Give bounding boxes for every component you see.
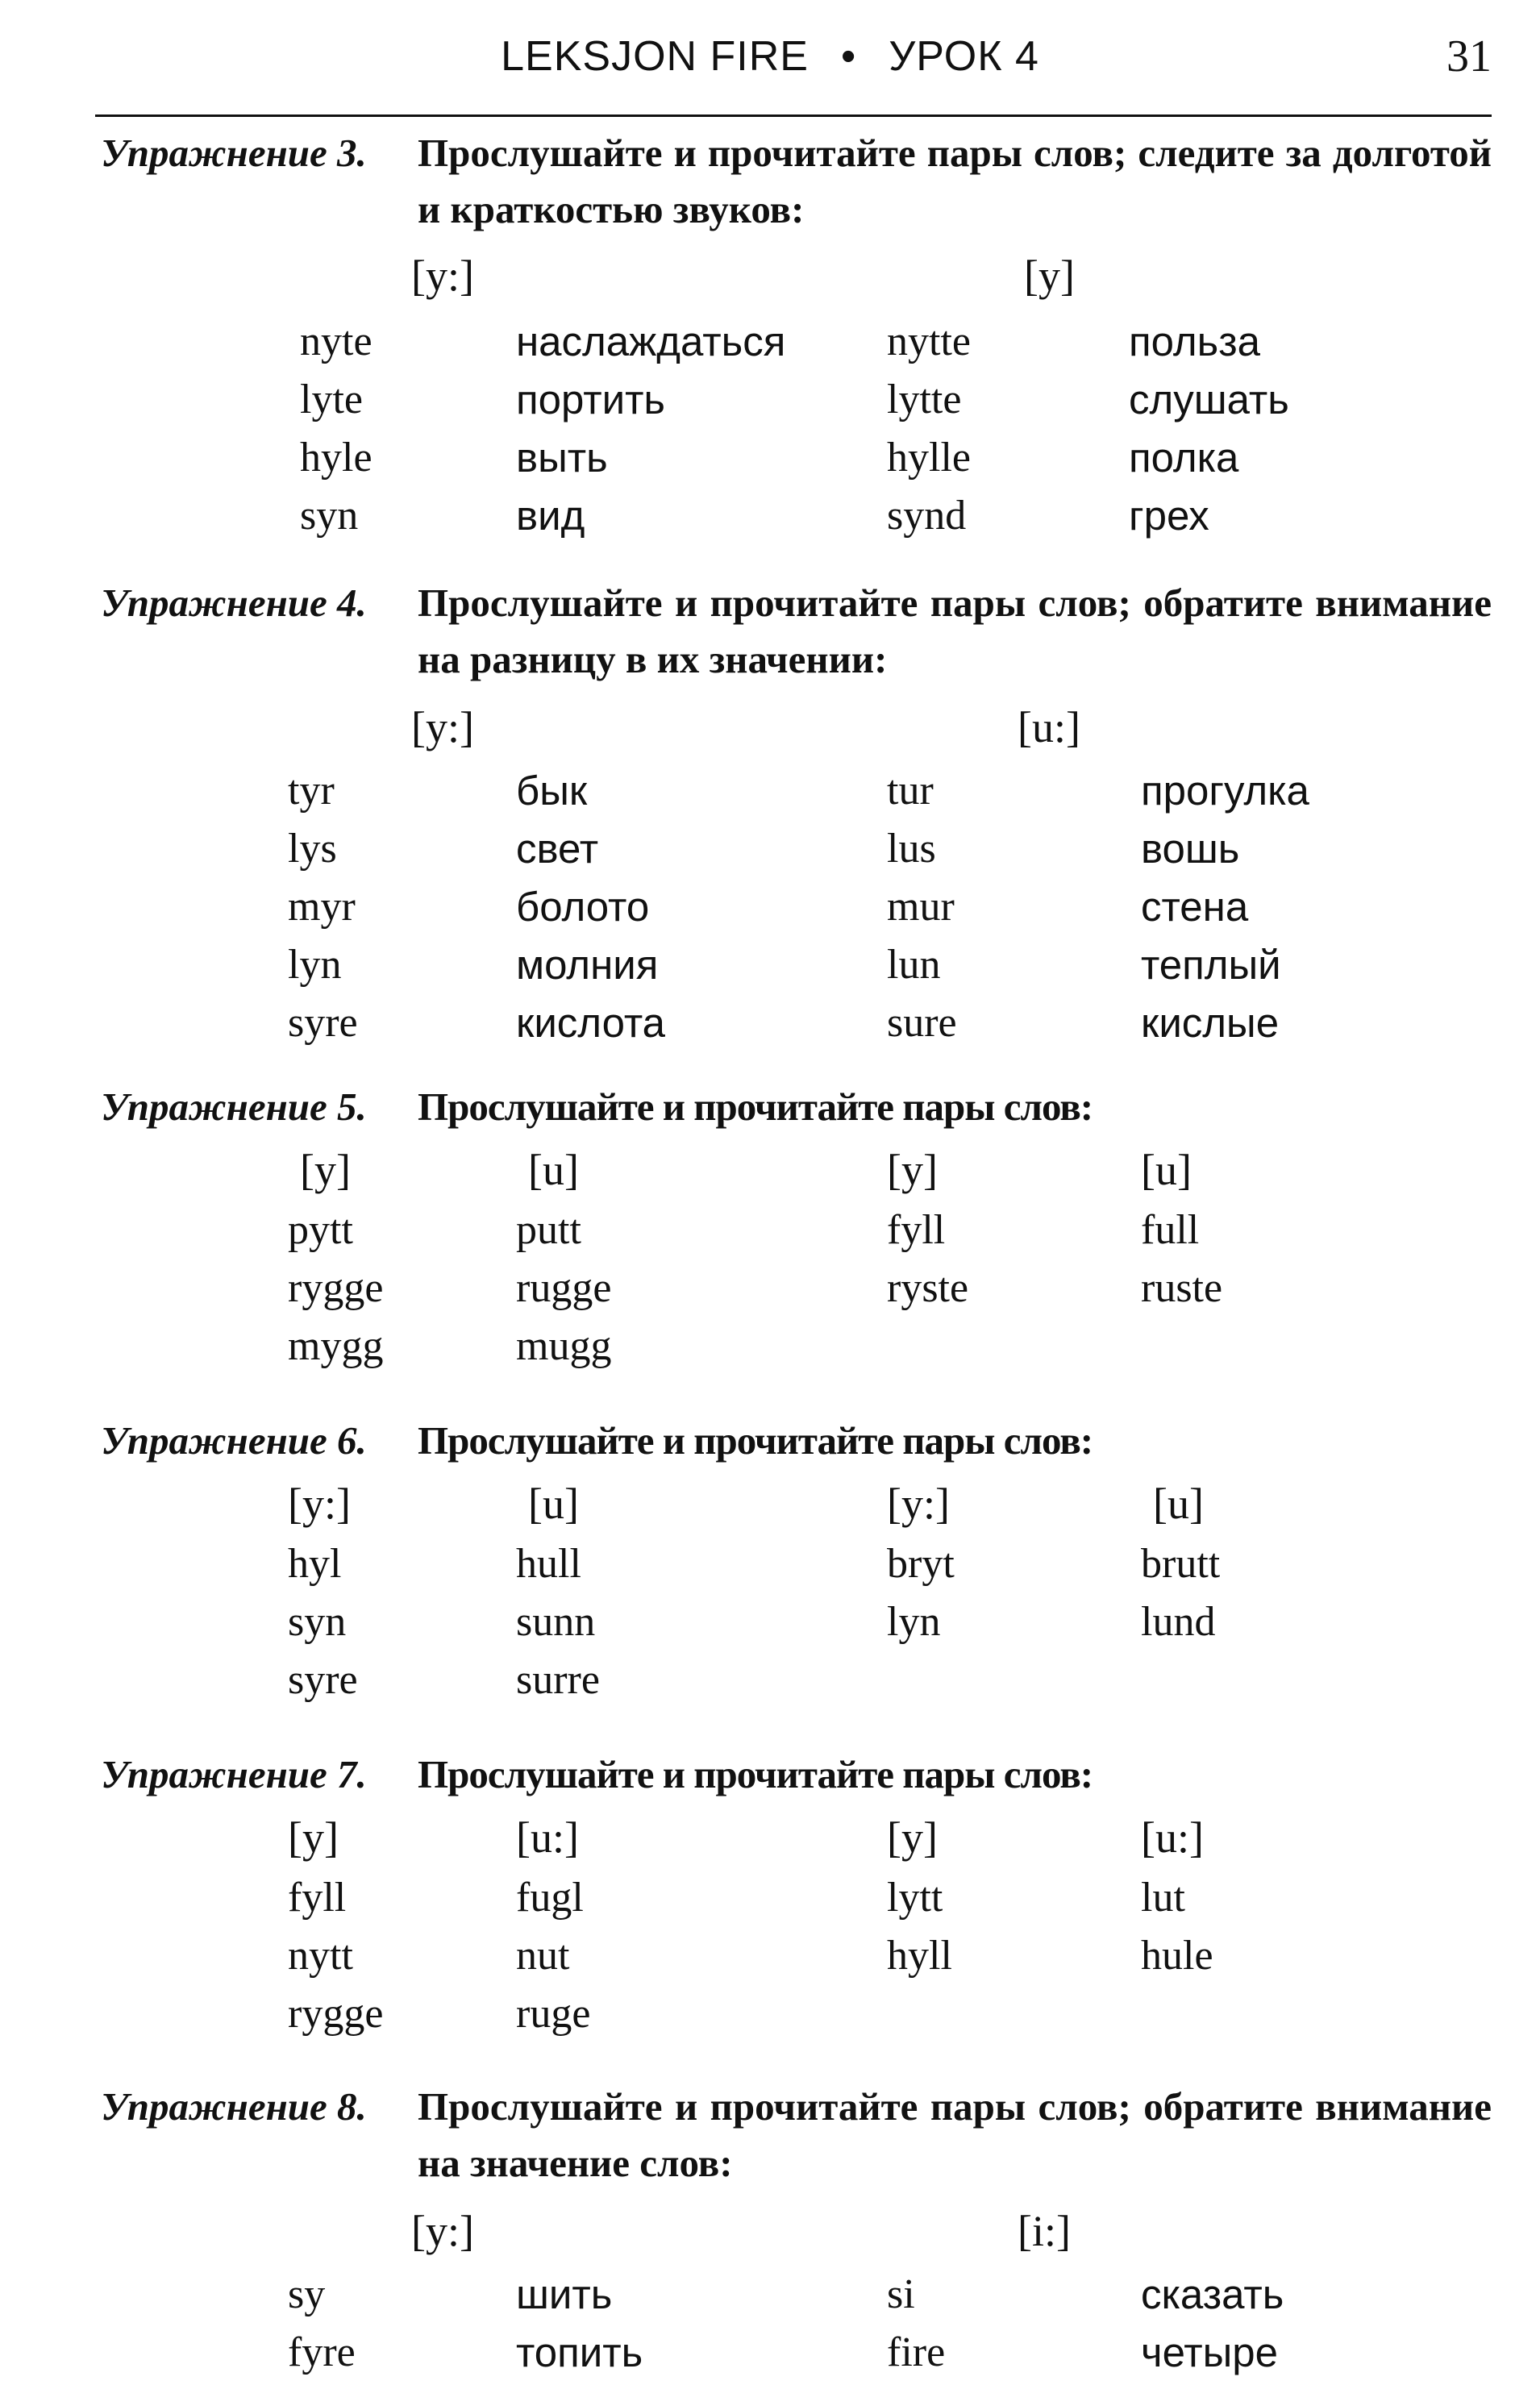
sound-header: [u:] [1018,703,1080,751]
norwegian-word: ruge [516,1991,591,2037]
exercise-instruction: Прослушайте и прочитайте пары слов; обратите внимание на разницу в их значении: [418,581,1492,681]
exercise-label: Упражнение 4. [101,581,367,625]
sound-header: [y] [887,1813,938,1862]
exercise-label: Упражнение 7. [101,1752,367,1796]
exercise-instruction: Прослушайте и прочитайте пары слов: [418,1084,1093,1129]
sound-header: [y:] [411,252,474,300]
norwegian-word: hull [516,1541,581,1587]
norwegian-word: ryste [887,1265,969,1311]
russian-translation: выть [516,435,608,481]
russian-translation: портить [516,377,665,423]
word-row [0,1984,1540,2044]
exercise-label: Упражнение 6. [101,1418,367,1463]
norwegian-word: si [887,2271,915,2317]
sound-header-row [0,697,1540,757]
norwegian-word: fyll [288,1875,347,1921]
norwegian-word: mur [887,884,955,930]
russian-translation: вошь [1141,826,1240,872]
sound-header: [y:] [411,703,474,751]
exercise-instruction: Прослушайте и прочитайте пары слов: [418,1418,1093,1463]
sound-header: [y:] [887,1480,950,1528]
russian-translation: кислота [516,1000,666,1046]
norwegian-word: hule [1141,1933,1213,1979]
norwegian-word: myr [288,884,356,930]
norwegian-word: lyte [300,377,363,423]
russian-translation: слушать [1129,377,1289,423]
russian-translation: болото [516,884,650,930]
norwegian-word: hylle [887,435,971,481]
sound-header-row [0,2201,1540,2261]
norwegian-word: lut [1141,1875,1185,1921]
exercise-label: Упражнение 3. [101,131,367,175]
page-number: 31 [1446,31,1492,81]
norwegian-word: putt [516,1207,581,1253]
sound-header: [i:] [1018,2207,1071,2255]
norwegian-word: rygge [288,1265,384,1311]
word-row [0,935,1540,995]
russian-translation: теплый [1141,942,1281,988]
norwegian-word: sy [288,2271,326,2317]
word-row [0,877,1540,937]
norwegian-word: surre [516,1657,600,1703]
norwegian-word: hyl [288,1541,342,1587]
norwegian-word: syn [300,493,359,539]
russian-translation: молния [516,942,659,988]
word-row [0,486,1540,546]
norwegian-word: rugge [516,1265,612,1311]
norwegian-word: tur [887,768,934,814]
norwegian-word: lund [1141,1599,1216,1645]
header-right-title: УРОК 4 [889,33,1039,80]
exercise-instruction: Прослушайте и прочитайте пары слов: [418,1752,1093,1796]
word-row [0,428,1540,488]
word-row [0,1317,1540,1376]
norwegian-word: mugg [516,1323,612,1369]
word-row [0,1868,1540,1928]
norwegian-word: fire [887,2329,946,2375]
word-row [0,761,1540,821]
header-rule [95,114,1492,117]
norwegian-word: nut [516,1933,570,1979]
norwegian-word: synd [887,493,967,539]
word-row [0,312,1540,372]
russian-translation: наслаждаться [516,318,786,364]
russian-translation: прогулка [1141,768,1309,814]
sound-header: [y:] [288,1480,351,1528]
word-row [0,1534,1540,1594]
word-row [0,1259,1540,1318]
word-row [0,1592,1540,1652]
norwegian-word: fyre [288,2329,356,2375]
russian-translation: вид [516,493,585,539]
russian-translation: сказать [1141,2271,1284,2317]
exercise-instruction: Прослушайте и прочитайте пары слов; следите за долготой и краткостью звуков: [418,131,1492,231]
norwegian-word: lytte [887,377,962,423]
running-head-title [0,24,1540,89]
norwegian-word: rygge [288,1991,384,2037]
norwegian-word: fugl [516,1875,584,1921]
norwegian-word: ruste [1141,1265,1223,1311]
norwegian-word: lys [288,826,337,872]
sound-header: [u] [1153,1480,1204,1528]
exercise-instruction: Прослушайте и прочитайте пары слов; обратите внимание на значение слов: [418,2084,1492,2185]
norwegian-word: mygg [288,1323,384,1369]
russian-translation: полка [1129,435,1239,481]
russian-translation: стена [1141,884,1249,930]
russian-translation: грех [1129,493,1209,539]
norwegian-word: lun [887,942,941,988]
norwegian-word: syre [288,1000,358,1046]
word-row [0,1201,1540,1260]
norwegian-word: lyn [887,1599,941,1645]
sound-header: [y] [887,1146,938,1194]
header-separator: • [840,33,857,80]
norwegian-word: lyn [288,942,342,988]
russian-translation: четыре [1141,2329,1278,2375]
sound-header: [y:] [411,2207,474,2255]
word-row [0,819,1540,879]
norwegian-word: pytt [288,1207,353,1253]
word-row [0,370,1540,430]
sound-header: [y] [300,1146,351,1194]
sound-header-row [0,246,1540,306]
sound-header: [u] [528,1146,579,1194]
russian-translation: шить [516,2271,613,2317]
russian-translation: польза [1129,318,1260,364]
sound-header: [y] [288,1813,339,1862]
norwegian-word: tyr [288,768,335,814]
word-row [0,1926,1540,1986]
word-row [0,2265,1540,2325]
sound-header-row [0,1808,1540,1867]
russian-translation: топить [516,2329,643,2375]
word-row [0,993,1540,1053]
norwegian-word: syre [288,1657,358,1703]
word-row [0,1650,1540,1710]
running-head [0,24,1540,97]
norwegian-word: nyte [300,318,373,364]
norwegian-word: bryt [887,1541,955,1587]
norwegian-word: sure [887,1000,957,1046]
russian-translation: кислые [1141,1000,1280,1046]
norwegian-word: lus [887,826,936,872]
header-left-title: LEKSJON FIRE [501,33,809,80]
exercise-label: Упражнение 5. [101,1084,367,1129]
exercise-label: Упражнение 8. [101,2084,367,2129]
sound-header: [u] [1141,1146,1192,1194]
sound-header: [u] [528,1480,579,1528]
norwegian-word: hyll [887,1933,952,1979]
norwegian-word: lytt [887,1875,943,1921]
norwegian-word: hyle [300,435,373,481]
norwegian-word: syn [288,1599,347,1645]
sound-header: [y] [1024,252,1075,300]
norwegian-word: brutt [1141,1541,1221,1587]
russian-translation: бык [516,768,588,814]
sound-header: [u:] [1141,1813,1204,1862]
sound-header-row [0,1474,1540,1534]
sound-header-row [0,1140,1540,1200]
norwegian-word: sunn [516,1599,596,1645]
norwegian-word: nytt [288,1933,353,1979]
sound-header: [u:] [516,1813,579,1862]
norwegian-word: full [1141,1207,1200,1253]
russian-translation: свет [516,826,599,872]
word-row [0,2323,1540,2383]
norwegian-word: nytte [887,318,971,364]
norwegian-word: fyll [887,1207,946,1253]
